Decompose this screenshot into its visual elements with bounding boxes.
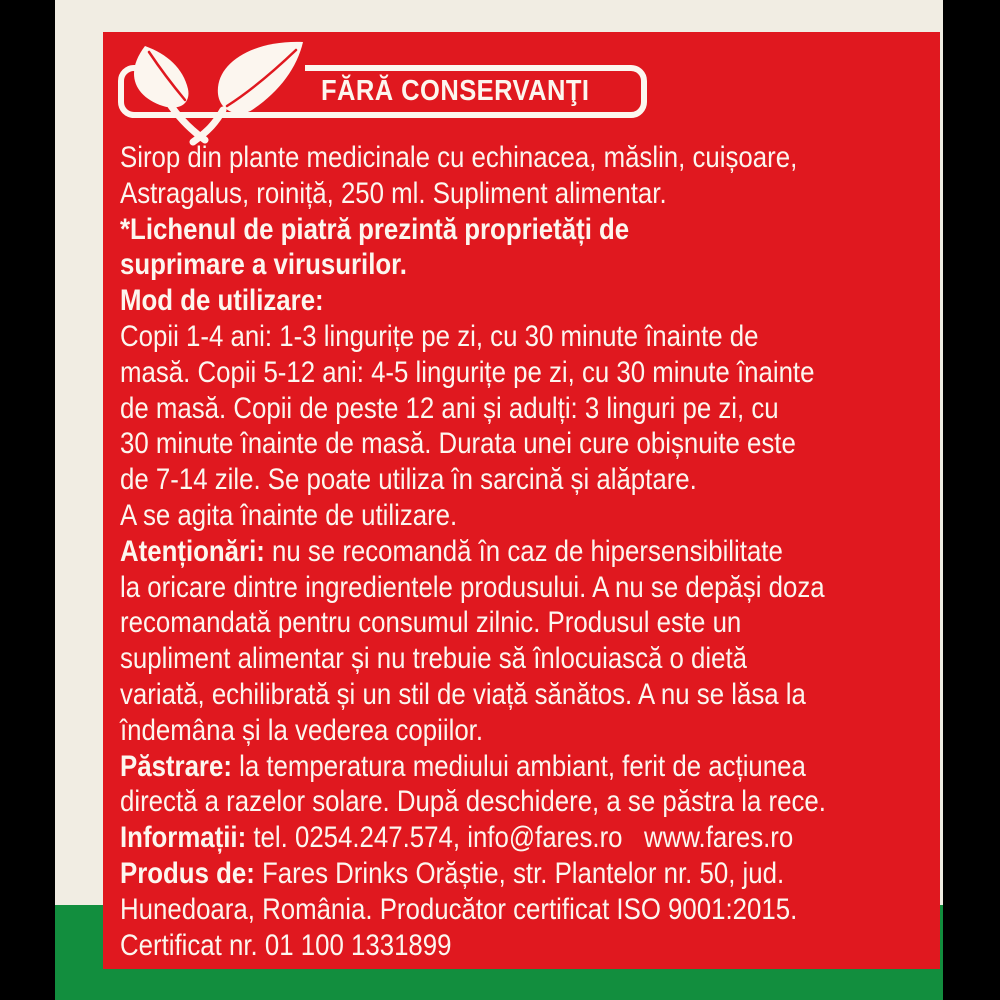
label-line: Sirop din plante medicinale cu echinacea, măslin, cuișoare, [120, 141, 798, 174]
label-line: suprimare a virusurilor. [120, 248, 407, 282]
label-line: de 7-14 zile. Se poate utiliza în sarcină și alăptare. [120, 463, 697, 497]
label-line: Copii 1-4 ani: 1-3 lingurițe pe zi, cu 30 minute înainte de [120, 319, 759, 353]
label-background [55, 0, 943, 1000]
label-line: la oricare dintre ingredientele produsului. A nu se depăși doza [120, 570, 825, 604]
label-line-text: Fares Drinks Orăștie, str. Plantelor nr. 50, jud. [254, 856, 785, 890]
label-line: directă a razelor solare. După deschidere, a se păstra la rece. [120, 785, 826, 819]
label-line: supliment alimentar și nu trebuie să înlocuiască o dietă [120, 642, 748, 676]
section-lead: Atenționări: [120, 534, 265, 568]
label-line [120, 856, 943, 892]
label-line-text: tel. 0254.247.574, info@fares.ro www.fares.ro [246, 821, 794, 855]
label-line [120, 534, 943, 570]
label-line: A se agita înainte de utilizare. [120, 498, 458, 532]
section-lead: Păstrare: [120, 749, 232, 783]
product-label-panel [103, 32, 940, 969]
label-line: variată, echilibrată și un stil de viață sănătos. A nu se lăsa la [120, 677, 806, 711]
label-line-text: nu se recomandă în caz de hipersensibilitate [264, 534, 783, 568]
label-line: Hunedoara, România. Producător certificat ISO 9001:2015. [120, 892, 798, 926]
label-line: Astragalus, roiniță, 250 ml. Supliment alimentar. [120, 176, 667, 210]
section-lead: Informații: [120, 821, 247, 855]
label-line [120, 820, 943, 856]
label-line-text: la temperatura mediului ambiant, ferit de acțiunea [231, 749, 806, 783]
label-line: de masă. Copii de peste 12 ani și adulți: 3 linguri pe zi, cu [120, 391, 779, 425]
label-text [120, 140, 943, 963]
leaves-icon [123, 34, 308, 146]
label-line [120, 749, 943, 785]
badge-label: FĂRĂ CONSERVANŢI [321, 75, 590, 107]
label-line: 30 minute înainte de masă. Durata unei cure obișnuite este [120, 427, 796, 461]
label-line: recomandată pentru consumul zilnic. Produsul este un [120, 606, 742, 640]
section-lead: Produs de: [120, 856, 255, 890]
label-line: *Lichenul de piatră prezintă proprietăți de [120, 212, 630, 246]
label-line: Certificat nr. 01 100 1331899 [120, 928, 452, 962]
label-line: masă. Copii 5-12 ani: 4-5 lingurițe pe zi, cu 30 minute înainte [120, 355, 815, 389]
label-line: îndemâna și la vederea copiilor. [120, 713, 484, 747]
label-line: Mod de utilizare: [120, 284, 324, 318]
